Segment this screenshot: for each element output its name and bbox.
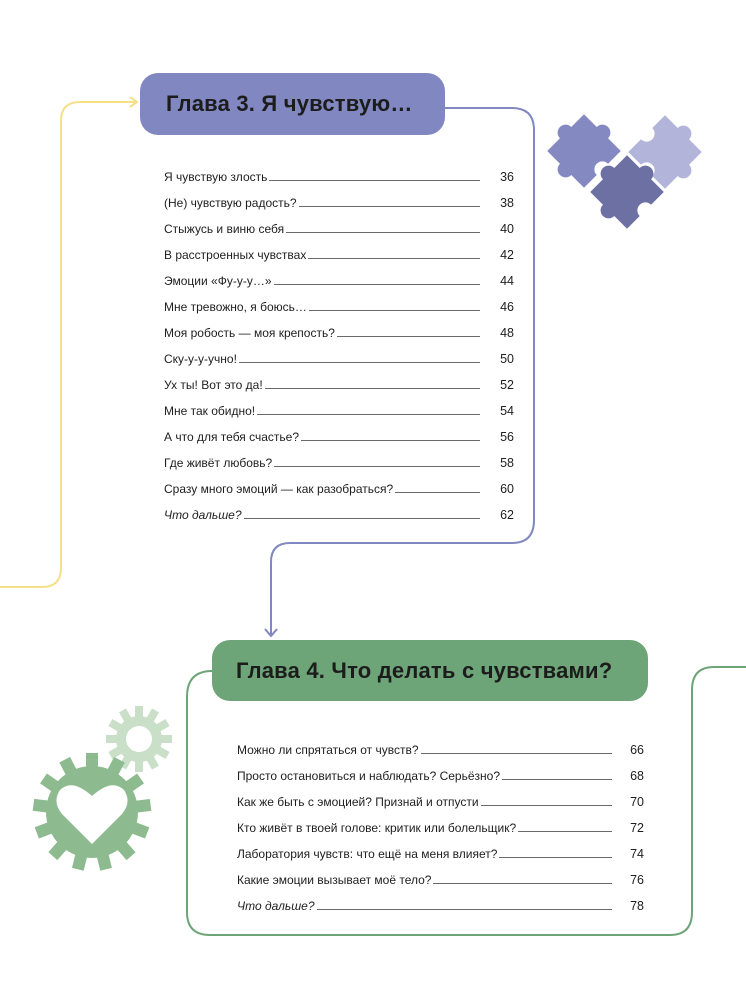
toc-entry-label: Можно ли спрятаться от чувств?: [237, 743, 419, 757]
toc-entry[interactable]: [237, 757, 644, 783]
toc-entry-page: 48: [500, 326, 514, 340]
toc-entry[interactable]: [237, 835, 644, 861]
dot-leader: [269, 179, 480, 181]
toc-entry-label: Какие эмоции вызывает моё тело?: [237, 873, 432, 887]
dot-leader: [244, 517, 480, 519]
toc-entry-page: 38: [500, 196, 514, 210]
dot-leader: [518, 830, 612, 832]
toc-entry-label: Сразу много эмоций — как разобраться?: [164, 482, 394, 496]
dot-leader: [309, 309, 480, 311]
toc-entry[interactable]: [164, 340, 514, 366]
dot-leader: [499, 856, 612, 858]
toc-entry-page: 56: [500, 430, 514, 444]
dot-leader: [337, 335, 480, 337]
toc-entry-label: Стыжусь и виню себя: [164, 222, 285, 236]
chapter-3-title-text: Глава 3. Я чувствую…: [166, 91, 413, 116]
toc-entry[interactable]: [164, 236, 514, 262]
toc-entry-page: 78: [630, 899, 644, 913]
toc-entry[interactable]: [164, 496, 514, 522]
toc-entry-label: Ску-у-у-учно!: [164, 352, 237, 366]
toc-entry[interactable]: [164, 418, 514, 444]
toc-entry[interactable]: [164, 262, 514, 288]
dot-leader: [299, 205, 480, 207]
toc-entry[interactable]: [164, 444, 514, 470]
toc-entry-label: Где живёт любовь?: [164, 456, 273, 470]
toc-entry-page: 70: [630, 795, 644, 809]
dot-leader: [301, 439, 480, 441]
toc-entry-page: 62: [500, 508, 514, 522]
toc-entry[interactable]: [164, 184, 514, 210]
dot-leader: [421, 752, 612, 754]
dot-leader: [286, 231, 480, 233]
toc-entry-label: (Не) чувствую радость?: [164, 196, 297, 210]
toc-entry-page: 54: [500, 404, 514, 418]
toc-entry[interactable]: [237, 809, 644, 835]
chapter-4-toc: [237, 731, 644, 913]
toc-entry-label: Я чувствую злость: [164, 170, 268, 184]
toc-entry-label: Что дальше?: [237, 899, 315, 913]
dot-leader: [502, 778, 612, 780]
toc-entry-page: 40: [500, 222, 514, 236]
toc-entry-label: Лаборатория чувств: что ещё на меня влияет?: [237, 847, 498, 861]
dot-leader: [308, 257, 480, 259]
toc-entry-label: Ух ты! Вот это да!: [164, 378, 263, 392]
toc-entry-label: Что дальше?: [164, 508, 242, 522]
dot-leader: [239, 361, 480, 363]
dot-leader: [481, 804, 612, 806]
toc-entry-page: 60: [500, 482, 514, 496]
toc-entry-label: Мне так обидно!: [164, 404, 256, 418]
toc-entry[interactable]: [164, 366, 514, 392]
dot-leader: [265, 387, 480, 389]
dot-leader: [274, 283, 481, 285]
toc-entry[interactable]: [164, 392, 514, 418]
toc-entry[interactable]: [237, 783, 644, 809]
chapter-3-toc: [164, 158, 514, 522]
dot-leader: [257, 413, 480, 415]
toc-entry[interactable]: [164, 470, 514, 496]
dot-leader: [274, 465, 480, 467]
toc-entry[interactable]: [164, 314, 514, 340]
toc-entry[interactable]: [237, 887, 644, 913]
toc-entry-page: 72: [630, 821, 644, 835]
toc-entry-page: 36: [500, 170, 514, 184]
yellow-connector: [0, 97, 137, 587]
dot-leader: [317, 908, 612, 910]
toc-entry-label: Мне тревожно, я боюсь…: [164, 300, 307, 314]
chapter-4-title: [212, 640, 648, 701]
chapter-3-title: [140, 73, 445, 135]
toc-entry-label: Моя робость — моя крепость?: [164, 326, 335, 340]
toc-entry-label: А что для тебя счастье?: [164, 430, 300, 444]
dot-leader: [395, 491, 480, 493]
toc-entry[interactable]: [164, 210, 514, 236]
chapter-4-title-text: Глава 4. Что делать с чувствами?: [236, 657, 613, 683]
puzzle-pieces-icon: [536, 103, 713, 235]
gears-with-heart-icon: [33, 706, 172, 871]
toc-entry-page: 52: [500, 378, 514, 392]
toc-entry[interactable]: [164, 158, 514, 184]
toc-entry-page: 44: [500, 274, 514, 288]
toc-entry-page: 68: [630, 769, 644, 783]
toc-entry-label: В расстроенных чувствах: [164, 248, 307, 262]
toc-entry-page: 66: [630, 743, 644, 757]
toc-entry-page: 58: [500, 456, 514, 470]
toc-entry-page: 50: [500, 352, 514, 366]
toc-entry-label: Эмоции «Фу-у-у…»: [164, 274, 272, 288]
toc-entry[interactable]: [237, 731, 644, 757]
toc-entry-label: Как же быть с эмоцией? Признай и отпусти: [237, 795, 479, 809]
toc-entry-page: 76: [630, 873, 644, 887]
toc-entry-page: 42: [500, 248, 514, 262]
toc-entry-label: Просто остановиться и наблюдать? Серьёзно?: [237, 769, 501, 783]
toc-entry-page: 46: [500, 300, 514, 314]
toc-entry-page: 74: [630, 847, 644, 861]
toc-entry-label: Кто живёт в твоей голове: критик или болельщик?: [237, 821, 517, 835]
toc-entry[interactable]: [164, 288, 514, 314]
dot-leader: [433, 882, 612, 884]
toc-entry[interactable]: [237, 861, 644, 887]
